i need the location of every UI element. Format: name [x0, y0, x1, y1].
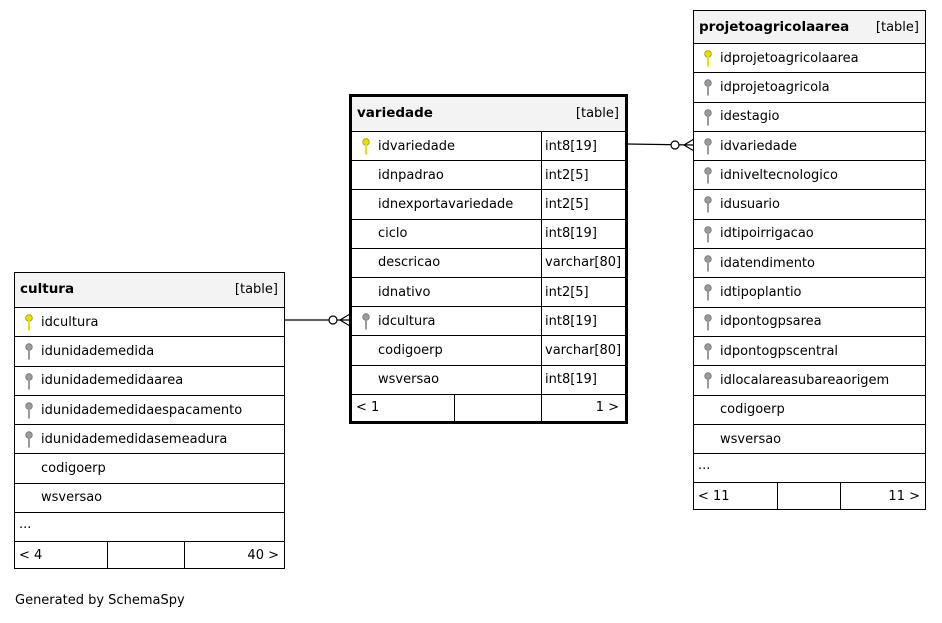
foreign-key-icon [703, 226, 713, 244]
column-name: ciclo [378, 226, 408, 242]
column-name: idunidademedidaespacamento [41, 402, 243, 418]
column-type: int8[19] [541, 220, 625, 248]
column-name: idtipoirrigacao [720, 226, 814, 242]
primary-key-icon [703, 50, 713, 68]
table-kind: [table] [575, 106, 619, 121]
column-name: wsversao [720, 431, 782, 447]
footer-parents-count: < 4 [19, 547, 43, 563]
table-header[interactable] [694, 11, 925, 44]
column-name: idpontogpsarea [720, 314, 822, 330]
foreign-key-icon [703, 343, 713, 361]
column-name: idusuario [720, 197, 780, 213]
footer-parents-count: < 11 [698, 488, 730, 504]
column-name: wsversao [378, 372, 440, 388]
column-row[interactable] [15, 337, 284, 366]
column-name: idnexportavariedade [378, 196, 514, 212]
column-row[interactable] [694, 396, 925, 425]
column-name: codigoerp [378, 342, 443, 358]
foreign-key-icon [703, 79, 713, 97]
column-name: idatendimento [720, 255, 815, 271]
column-row[interactable] [694, 278, 925, 307]
column-row[interactable] [15, 367, 284, 396]
column-row[interactable] [352, 366, 625, 395]
column-type: int8[19] [541, 307, 625, 335]
foreign-key-icon [703, 372, 713, 390]
column-row[interactable] [694, 44, 925, 73]
column-name: codigoerp [720, 402, 785, 418]
column-name: idlocalareasubareaorigem [720, 372, 890, 388]
column-row[interactable] [352, 278, 625, 307]
column-row[interactable] [694, 249, 925, 278]
relationship-variedade-projetoagricolaarea [627, 139, 694, 151]
table-header[interactable] [15, 273, 284, 308]
more-columns: ... [15, 513, 284, 542]
foreign-key-icon [703, 196, 713, 214]
column-name: idpontogpscentral [720, 343, 839, 359]
column-type: int2[5] [541, 278, 625, 306]
column-row[interactable] [694, 425, 925, 454]
table-footer [352, 395, 625, 421]
table-name: variedade [357, 105, 433, 121]
column-row[interactable] [694, 103, 925, 132]
table-kind: [table] [234, 282, 278, 297]
foreign-key-icon [703, 167, 713, 185]
foreign-key-icon [703, 284, 713, 302]
column-type: int2[5] [541, 161, 625, 189]
column-name: idnativo [378, 284, 431, 300]
table-header[interactable] [352, 97, 625, 132]
column-row[interactable] [694, 161, 925, 190]
column-name: idnpadrao [378, 167, 444, 183]
column-row[interactable] [352, 249, 625, 278]
column-row[interactable] [694, 337, 925, 366]
column-name: idestagio [720, 109, 780, 125]
foreign-key-icon [24, 431, 34, 449]
foreign-key-icon [24, 373, 34, 391]
column-row[interactable] [352, 132, 625, 161]
column-row[interactable] [352, 307, 625, 336]
column-name: idprojetoagricola [720, 79, 830, 95]
footer-spacer [777, 483, 841, 509]
foreign-key-icon [24, 402, 34, 420]
footer-parents-count: < 1 [356, 400, 380, 416]
primary-key-icon [361, 138, 371, 156]
footer-spacer [107, 542, 185, 568]
column-row[interactable] [15, 396, 284, 425]
table-name: projetoagricolaarea [699, 19, 850, 35]
foreign-key-icon [703, 255, 713, 273]
column-row[interactable] [694, 132, 925, 161]
column-name: idniveltecnologico [720, 167, 838, 183]
column-row[interactable] [15, 308, 284, 337]
column-type: int8[19] [541, 132, 625, 160]
primary-key-icon [24, 314, 34, 332]
table-variedade[interactable] [349, 94, 628, 424]
column-name: idvariedade [378, 138, 455, 154]
column-row[interactable] [694, 366, 925, 395]
column-name: idtipoplantio [720, 285, 802, 301]
column-name: descricao [378, 255, 441, 271]
column-row[interactable] [15, 484, 284, 513]
column-name: idcultura [378, 313, 436, 329]
column-name: idprojetoagricolaarea [720, 50, 859, 66]
column-type: int8[19] [541, 366, 625, 394]
generated-by-caption: Generated by SchemaSpy [15, 593, 185, 608]
column-row[interactable] [694, 190, 925, 219]
column-row[interactable] [352, 161, 625, 190]
table-name: cultura [20, 281, 75, 297]
footer-children-count: 1 > [595, 400, 619, 416]
table-footer [694, 483, 925, 509]
column-type: int2[5] [541, 190, 625, 218]
column-row[interactable] [352, 336, 625, 365]
footer-children-count: 40 > [247, 547, 279, 563]
column-row[interactable] [694, 308, 925, 337]
foreign-key-icon [703, 138, 713, 156]
column-name: idunidademedida [41, 343, 155, 359]
foreign-key-icon [703, 314, 713, 332]
column-row[interactable] [694, 220, 925, 249]
table-footer [15, 542, 284, 568]
column-row[interactable] [15, 425, 284, 454]
relationship-cultura-variedade [285, 314, 350, 326]
column-name: idunidademedidasemeadura [41, 431, 228, 447]
table-cultura[interactable] [14, 272, 285, 569]
column-type: varchar[80] [541, 336, 625, 364]
foreign-key-icon [24, 343, 34, 361]
column-name: wsversao [41, 490, 103, 506]
more-columns: ... [694, 454, 925, 483]
table-projetoagricolaarea[interactable] [693, 10, 926, 510]
column-row[interactable] [694, 73, 925, 102]
column-row[interactable] [352, 190, 625, 219]
footer-children-count: 11 > [888, 488, 920, 504]
column-row[interactable] [352, 220, 625, 249]
foreign-key-icon [361, 313, 371, 331]
column-type: varchar[80] [541, 249, 625, 277]
foreign-key-icon [703, 109, 713, 127]
column-row[interactable] [15, 454, 284, 483]
column-name: idcultura [41, 314, 99, 330]
footer-spacer [454, 395, 542, 421]
column-name: codigoerp [41, 461, 106, 477]
column-name: idunidademedidaarea [41, 373, 184, 389]
table-kind: [table] [875, 20, 919, 35]
column-name: idvariedade [720, 138, 797, 154]
